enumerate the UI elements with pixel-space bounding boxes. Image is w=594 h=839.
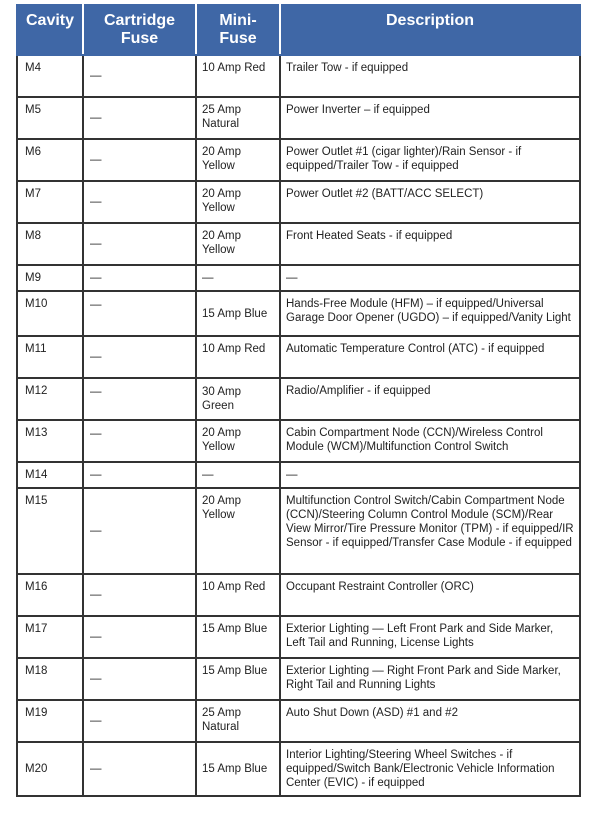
mini-fuse-cell: 25 Amp Natural bbox=[196, 700, 280, 742]
description-cell: Automatic Temperature Control (ATC) - if equipped bbox=[280, 336, 580, 378]
description-cell: Auto Shut Down (ASD) #1 and #2 bbox=[280, 700, 580, 742]
cartridge-cell: — bbox=[83, 488, 196, 574]
table-row bbox=[17, 658, 580, 700]
mini-fuse-cell: 15 Amp Blue bbox=[196, 658, 280, 700]
table-row bbox=[17, 139, 580, 181]
description-cell: — bbox=[280, 462, 580, 488]
description-cell: Front Heated Seats - if equipped bbox=[280, 223, 580, 265]
cartridge-cell: — bbox=[83, 658, 196, 700]
header-description: Description bbox=[280, 5, 580, 55]
cartridge-cell: — bbox=[83, 97, 196, 139]
mini-fuse-cell: 10 Amp Red bbox=[196, 55, 280, 97]
mini-fuse-cell: 10 Amp Red bbox=[196, 574, 280, 616]
description-cell: Trailer Tow - if equipped bbox=[280, 55, 580, 97]
cavity-cell: M17 bbox=[17, 616, 83, 658]
header-cartridge-fuse: Cartridge Fuse bbox=[83, 5, 196, 55]
mini-fuse-cell: 25 Amp Natural bbox=[196, 97, 280, 139]
cartridge-cell: — bbox=[83, 616, 196, 658]
mini-fuse-cell: 15 Amp Blue bbox=[196, 742, 280, 796]
cavity-cell: M20 bbox=[17, 742, 83, 796]
table-row bbox=[17, 700, 580, 742]
table-row bbox=[17, 462, 580, 488]
cavity-cell: M12 bbox=[17, 378, 83, 420]
cartridge-cell: — bbox=[83, 291, 196, 336]
description-cell: Hands-Free Module (HFM) – if equipped/Universal Garage Door Opener (UGDO) – if equipped/Vanity Light bbox=[280, 291, 580, 336]
cavity-cell: M7 bbox=[17, 181, 83, 223]
mini-fuse-cell: 20 Amp Yellow bbox=[196, 139, 280, 181]
table-row bbox=[17, 181, 580, 223]
cartridge-cell: — bbox=[83, 55, 196, 97]
description-cell: Exterior Lighting — Right Front Park and Side Marker, Right Tail and Running Lights bbox=[280, 658, 580, 700]
cavity-cell: M10 bbox=[17, 291, 83, 336]
description-cell: Multifunction Control Switch/Cabin Compartment Node (CCN)/Steering Column Control Module (SCM)/Rear View Mirror/Tire Pressure Monitor (TPM) - if equipped/IR Sensor - if equipped/Transfer Case Module - if equipped bbox=[280, 488, 580, 574]
table-row bbox=[17, 378, 580, 420]
cavity-cell: M11 bbox=[17, 336, 83, 378]
cartridge-cell: — bbox=[83, 574, 196, 616]
description-cell: Power Inverter – if equipped bbox=[280, 97, 580, 139]
table-row bbox=[17, 55, 580, 97]
cartridge-cell: — bbox=[83, 139, 196, 181]
cavity-cell: M13 bbox=[17, 420, 83, 462]
description-cell: Occupant Restraint Controller (ORC) bbox=[280, 574, 580, 616]
description-cell: Interior Lighting/Steering Wheel Switches - if equipped/Switch Bank/Electronic Vehicle Information Center (EVIC) - if equipped bbox=[280, 742, 580, 796]
cavity-cell: M16 bbox=[17, 574, 83, 616]
mini-fuse-cell: 20 Amp Yellow bbox=[196, 420, 280, 462]
table-row bbox=[17, 223, 580, 265]
mini-fuse-cell: 20 Amp Yellow bbox=[196, 488, 280, 574]
description-cell: — bbox=[280, 265, 580, 291]
description-cell: Cabin Compartment Node (CCN)/Wireless Control Module (WCM)/Multifunction Control Switch bbox=[280, 420, 580, 462]
header-cavity: Cavity bbox=[17, 5, 83, 55]
mini-fuse-cell: 10 Amp Red bbox=[196, 336, 280, 378]
header-mini-fuse: Mini-Fuse bbox=[196, 5, 280, 55]
mini-fuse-cell: 20 Amp Yellow bbox=[196, 181, 280, 223]
cartridge-cell: — bbox=[83, 223, 196, 265]
cartridge-cell: — bbox=[83, 181, 196, 223]
cavity-cell: M8 bbox=[17, 223, 83, 265]
cartridge-cell: — bbox=[83, 265, 196, 291]
mini-fuse-cell: 15 Amp Blue bbox=[196, 616, 280, 658]
cavity-cell: M18 bbox=[17, 658, 83, 700]
cavity-cell: M9 bbox=[17, 265, 83, 291]
table-row bbox=[17, 265, 580, 291]
cavity-cell: M14 bbox=[17, 462, 83, 488]
fuse-table bbox=[16, 4, 581, 797]
cavity-cell: M15 bbox=[17, 488, 83, 574]
cartridge-cell: — bbox=[83, 742, 196, 796]
description-cell: Power Outlet #2 (BATT/ACC SELECT) bbox=[280, 181, 580, 223]
mini-fuse-cell: 15 Amp Blue bbox=[196, 291, 280, 336]
header-row bbox=[17, 5, 580, 55]
mini-fuse-cell: — bbox=[196, 462, 280, 488]
table-row bbox=[17, 97, 580, 139]
table-row bbox=[17, 336, 580, 378]
cartridge-cell: — bbox=[83, 378, 196, 420]
description-cell: Power Outlet #1 (cigar lighter)/Rain Sensor - if equipped/Trailer Tow - if equipped bbox=[280, 139, 580, 181]
fuse-table-container bbox=[16, 4, 579, 797]
mini-fuse-cell: 20 Amp Yellow bbox=[196, 223, 280, 265]
cartridge-cell: — bbox=[83, 462, 196, 488]
cavity-cell: M5 bbox=[17, 97, 83, 139]
cavity-cell: M19 bbox=[17, 700, 83, 742]
cavity-cell: M4 bbox=[17, 55, 83, 97]
description-cell: Exterior Lighting — Left Front Park and Side Marker, Left Tail and Running, License Lights bbox=[280, 616, 580, 658]
cartridge-cell: — bbox=[83, 420, 196, 462]
cavity-cell: M6 bbox=[17, 139, 83, 181]
table-row bbox=[17, 616, 580, 658]
cartridge-cell: — bbox=[83, 700, 196, 742]
mini-fuse-cell: 30 Amp Green bbox=[196, 378, 280, 420]
table-row bbox=[17, 488, 580, 574]
cartridge-cell: — bbox=[83, 336, 196, 378]
table-row bbox=[17, 420, 580, 462]
mini-fuse-cell: — bbox=[196, 265, 280, 291]
description-cell: Radio/Amplifier - if equipped bbox=[280, 378, 580, 420]
table-row bbox=[17, 574, 580, 616]
table-row bbox=[17, 742, 580, 796]
table-row bbox=[17, 291, 580, 336]
